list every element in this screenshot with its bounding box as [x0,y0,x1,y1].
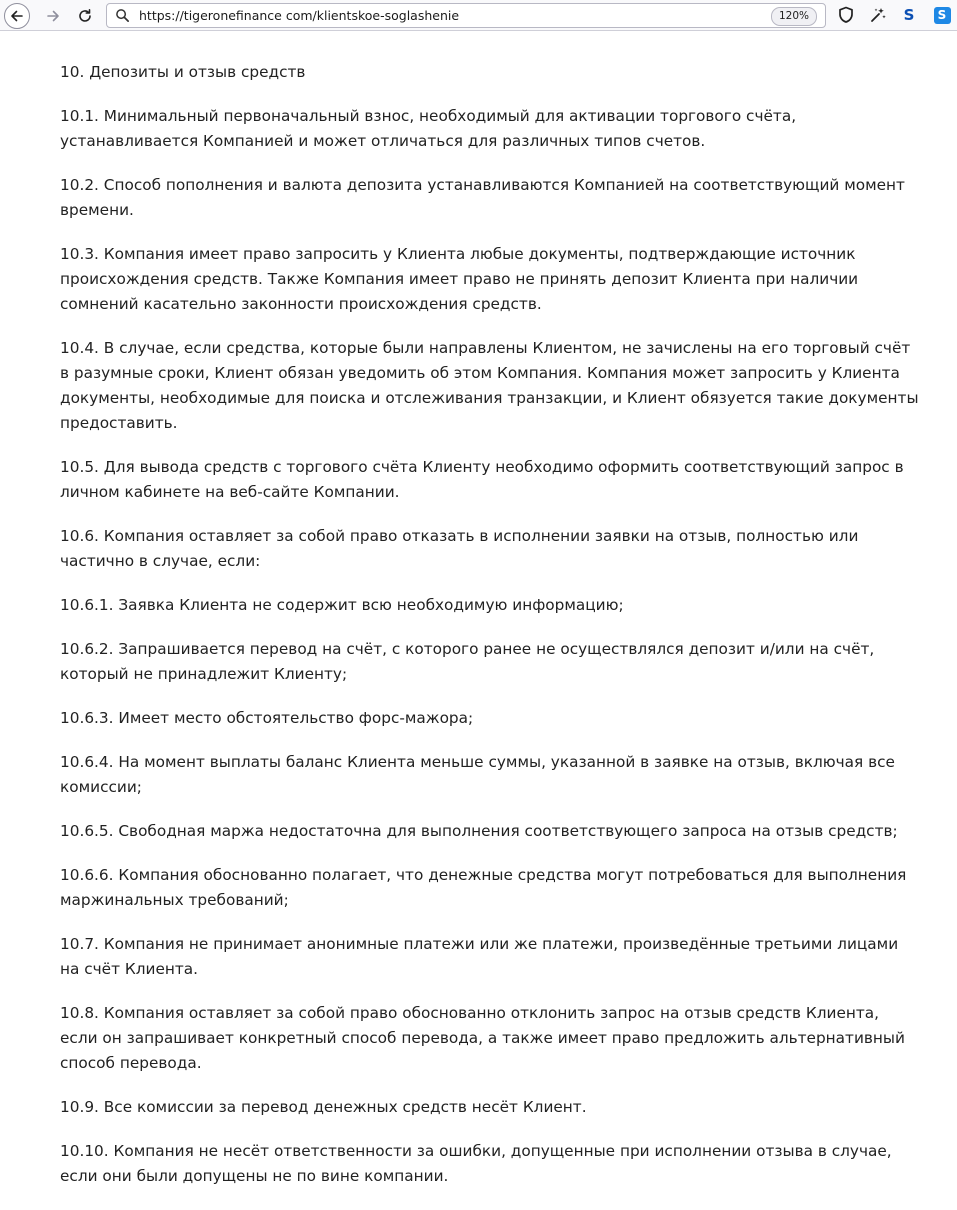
section-heading: 10. Депозиты и отзыв средств [60,63,306,81]
address-bar[interactable] [106,3,826,28]
forward-arrow-icon [45,8,61,24]
s-extension-label: S [903,6,915,24]
skype-extension-icon[interactable] [932,5,952,25]
clause-10-2: 10.2. Способ пополнения и валюта депозита устанавливаются Компанией на соответствующий момент времени. [60,176,905,219]
clause-10-6-2: 10.6.2. Запрашивается перевод на счёт, с которого ранее не осуществлялся депозит и/или на счёт, который не принадлежит Клиенту; [60,640,875,683]
browser-toolbar [0,0,957,31]
clause-10-7: 10.7. Компания не принимает анонимные платежи или же платежи, произведённые третьими лицами на счёт Клиента. [60,935,899,978]
clause-10-3: 10.3. Компания имеет право запросить у Клиента любые документы, подтверждающие источник происхождения средств. Также Компания имеет право не принять депозит Клиента при наличии сомнений касательно законности происхождения средств. [60,245,859,313]
clause-10-1: 10.1. Минимальный первоначальный взнос, необходимый для активации торгового счёта, устанавливается Компанией и может отличаться для различных типов счетов. [60,107,797,150]
clause-10-10: 10.10. Компания не несёт ответственности за ошибки, допущенные при исполнении отзыва в случае, если они были допущены не по вине компании. [60,1142,892,1185]
clause-10-8: 10.8. Компания оставляет за собой право обоснованно отклонить запрос на отзыв средств Клиента, если он запрашивает конкретный способ перевода, а также имеет право предложить альтернативный способ перевода. [60,1004,905,1072]
clause-10-4: 10.4. В случае, если средства, которые были направлены Клиентом, не зачислены на его торговый счёт в разумные сроки, Клиент обязан уведомить об этом Компания. Компания может запросить у Клиента документы, необходимые для поиска и отслеживания транзакции, и Клиент обязуется такие документы предоставить. [60,339,919,432]
clause-10-5: 10.5. Для вывода средств с торгового счёта Клиенту необходимо оформить соответствующий запрос в личном кабинете на веб-сайте Компании. [60,458,904,501]
clause-10-6-3: 10.6.3. Имеет место обстоятельство форс-мажора; [60,709,474,727]
shield-icon[interactable] [836,5,856,25]
back-button[interactable] [4,3,30,29]
zoom-level-badge[interactable]: 120% [771,7,817,26]
reload-button[interactable] [72,3,98,29]
clause-10-6-1: 10.6.1. Заявка Клиента не содержит всю необходимую информацию; [60,596,624,614]
s-extension-icon[interactable] [899,5,919,25]
clause-10-6: 10.6. Компания оставляет за собой право отказать в исполнении заявки на отзыв, полностью или частично в случае, если: [60,527,859,570]
url-text[interactable]: https://tigeronefinance com/klientskoe-soglashenie [139,8,460,23]
skype-label: S [934,7,951,24]
clause-10-9: 10.9. Все комиссии за перевод денежных средств несёт Клиент. [60,1098,587,1116]
back-arrow-icon [9,8,25,24]
agreement-content [60,60,920,1208]
clause-10-6-5: 10.6.5. Свободная маржа недостаточна для выполнения соответствующего запроса на отзыв средств; [60,822,898,840]
clause-10-6-6: 10.6.6. Компания обоснованно полагает, что денежные средства могут потребоваться для выполнения маржинальных требований; [60,866,907,909]
reload-icon [77,8,93,24]
clause-10-6-4: 10.6.4. На момент выплаты баланс Клиента меньше суммы, указанной в заявке на отзыв, включая все комиссии; [60,753,895,796]
search-icon [115,8,130,27]
sparkle-wand-icon[interactable] [868,5,888,25]
forward-button[interactable] [40,3,66,29]
